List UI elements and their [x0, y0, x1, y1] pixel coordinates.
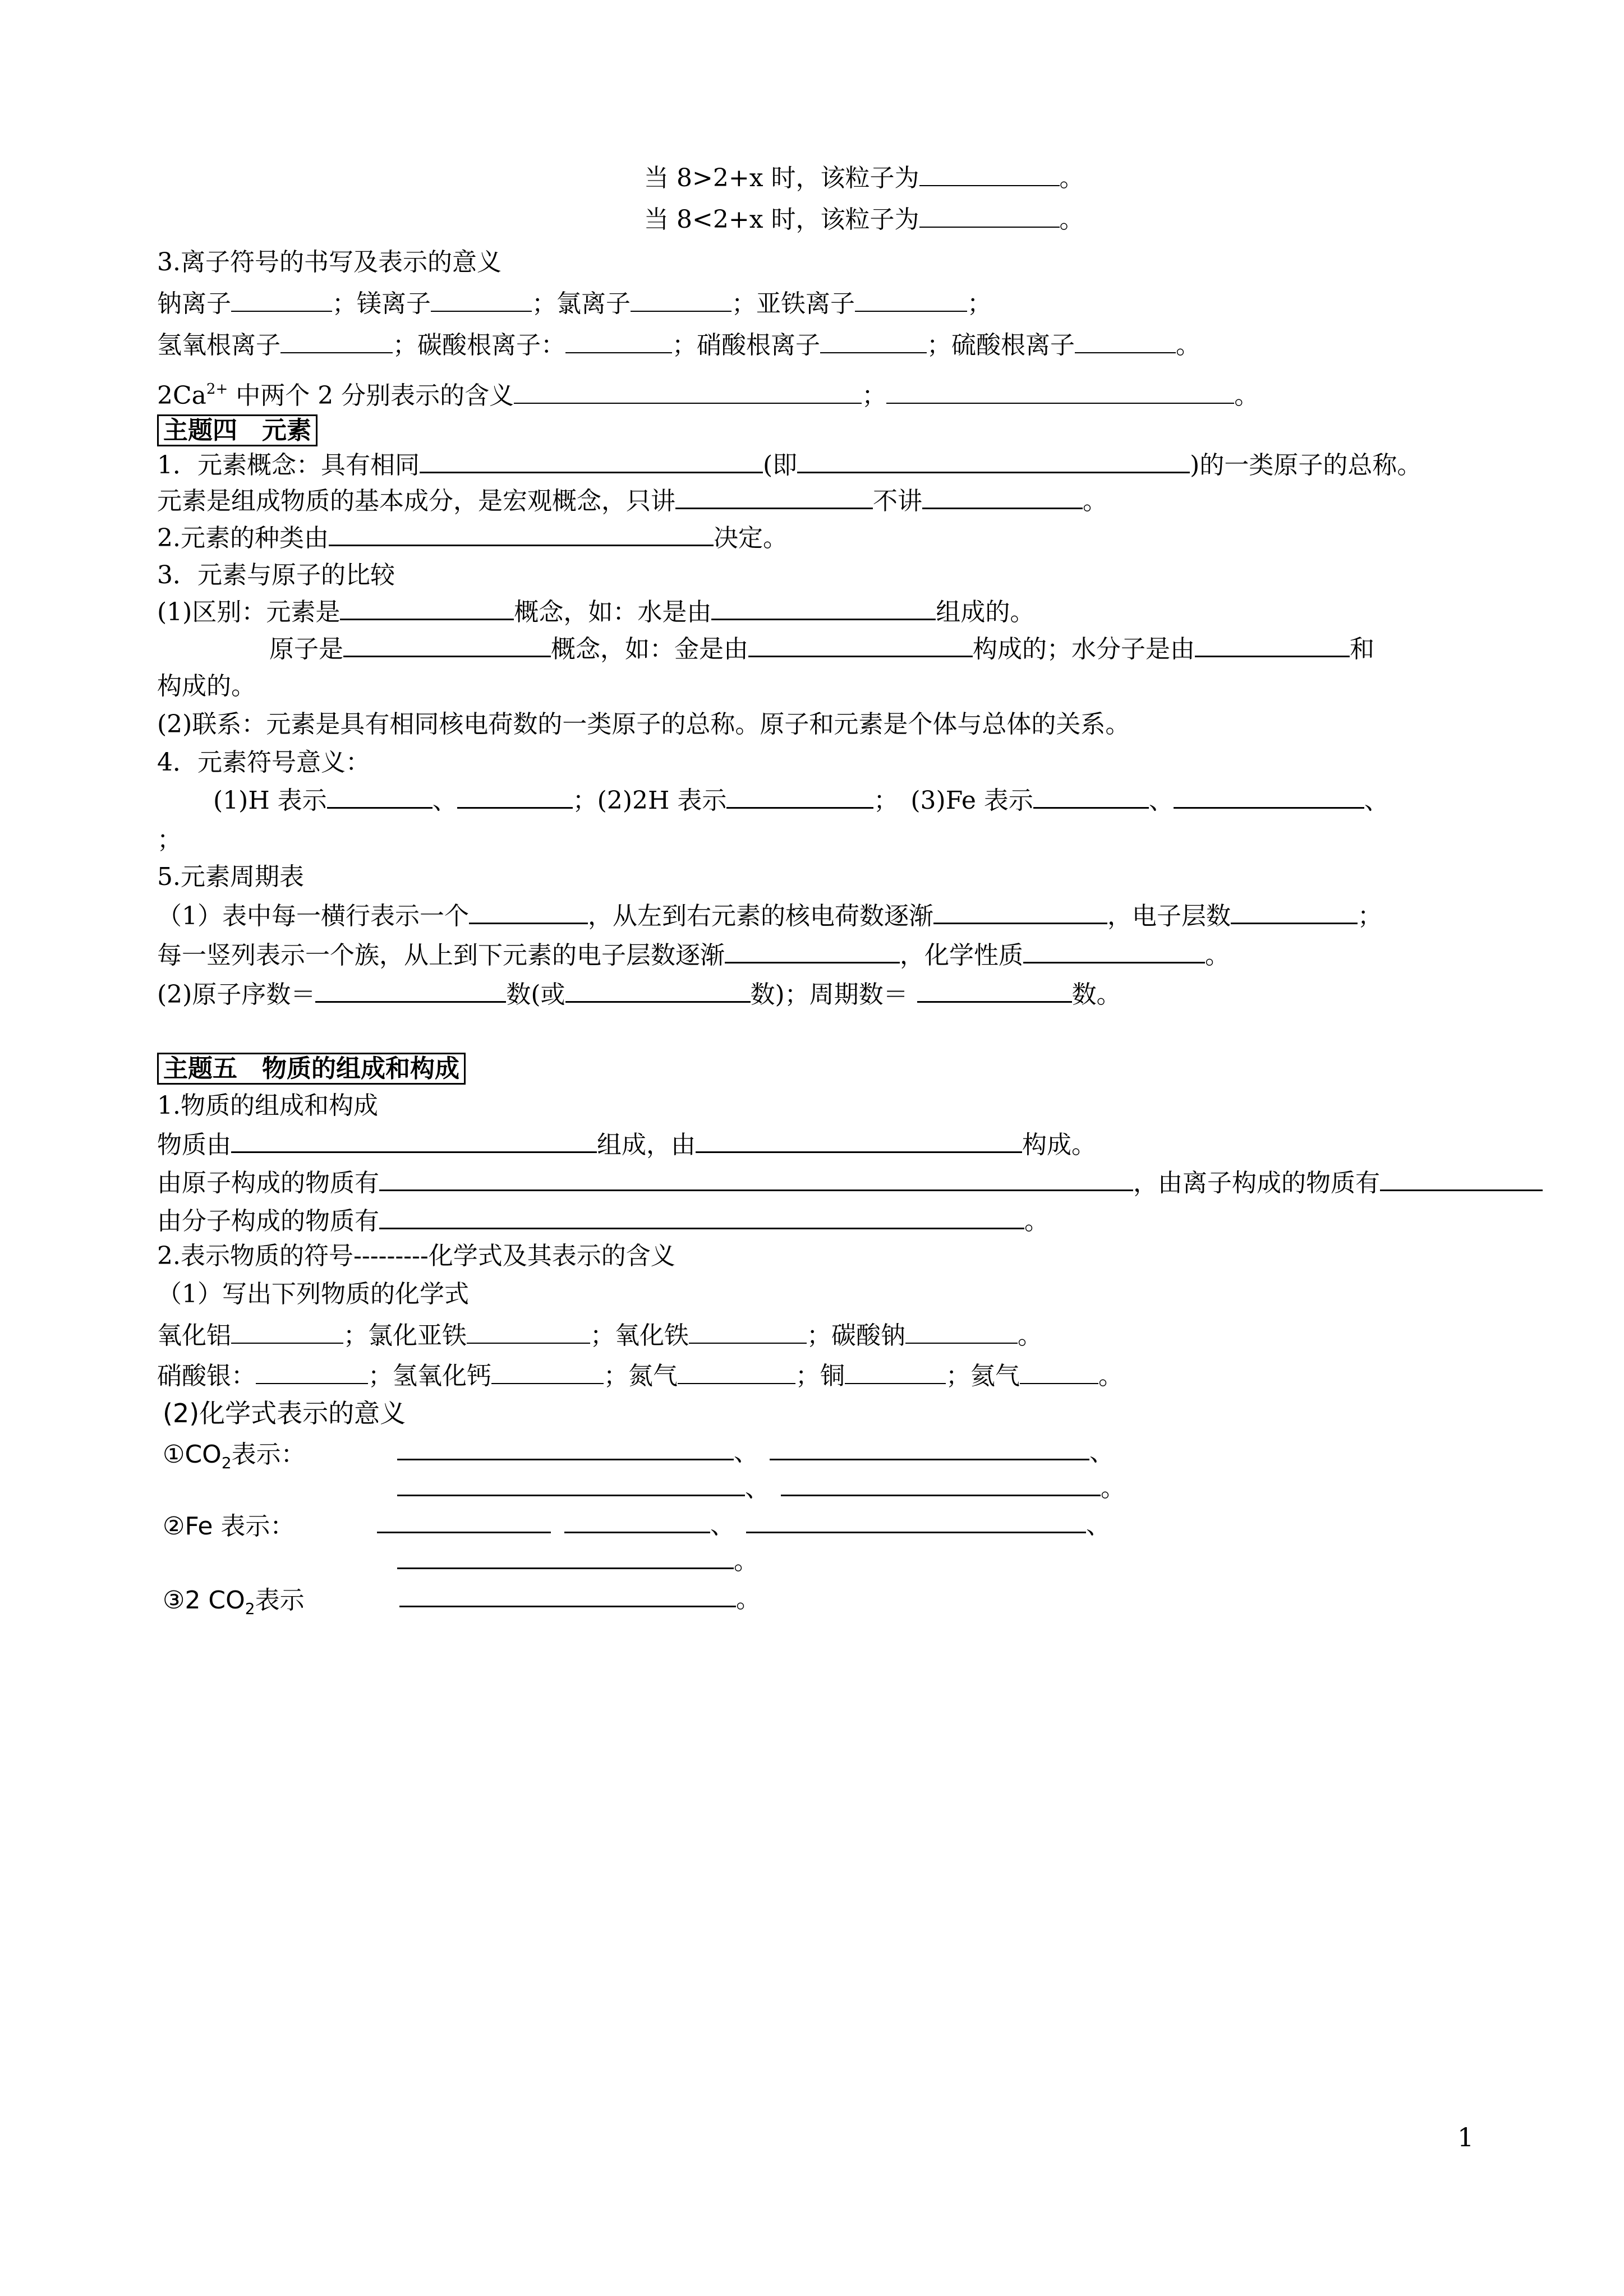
- answer-blank[interactable]: [231, 1129, 597, 1153]
- answer-blank[interactable]: [280, 330, 393, 353]
- answer-blank[interactable]: [379, 1205, 1024, 1229]
- ion-row-1: 钠离子 ；镁离子 ；氯离子 ；亚铁离子 ；: [157, 289, 992, 318]
- answer-blank[interactable]: [564, 1509, 710, 1533]
- answer-blank[interactable]: [797, 449, 1190, 473]
- meaning-q2-blanks-2: 。: [397, 1545, 758, 1578]
- meaning-q1-blanks-2: 、 。: [397, 1472, 1125, 1505]
- answer-blank[interactable]: [1174, 785, 1364, 809]
- answer-blank[interactable]: [1380, 1167, 1543, 1191]
- intro-line-2: 当 8<2+x 时，该粒子为 。: [644, 205, 1084, 234]
- answer-blank[interactable]: [1195, 633, 1350, 657]
- answer-blank[interactable]: [678, 1361, 795, 1384]
- topic4-line-12: 5.元素周期表: [157, 863, 304, 891]
- answer-blank[interactable]: [922, 485, 1083, 509]
- answer-blank[interactable]: [748, 633, 973, 657]
- answer-blank[interactable]: [781, 1472, 1101, 1496]
- answer-blank[interactable]: [886, 380, 1234, 404]
- answer-blank[interactable]: [1231, 900, 1358, 924]
- answer-blank[interactable]: [725, 939, 900, 963]
- topic4-line-2: 元素是组成物质的基本成分，是宏观概念，只讲 不讲 。: [157, 485, 1107, 518]
- formula-row-2: 硝酸银： ；氢氧化钙 ；氮气 ；铜 ；氦气 。: [157, 1362, 1123, 1390]
- topic4-line-11: ；: [157, 826, 182, 854]
- answer-blank[interactable]: [457, 785, 573, 809]
- answer-blank[interactable]: [514, 380, 862, 404]
- answer-blank[interactable]: [675, 485, 873, 509]
- topic5-line-2: 物质由 组成，由 构成。: [157, 1128, 1096, 1162]
- page-number: 1: [1457, 2122, 1474, 2152]
- answer-blank[interactable]: [1023, 939, 1205, 963]
- answer-blank[interactable]: [315, 979, 506, 1003]
- meaning-q1-blanks-1: 、 、: [397, 1436, 1114, 1469]
- answer-blank[interactable]: [431, 288, 532, 312]
- answer-blank[interactable]: [467, 1320, 590, 1344]
- answer-blank[interactable]: [397, 1436, 734, 1460]
- answer-blank[interactable]: [855, 288, 967, 312]
- topic4-title-line: [157, 414, 318, 448]
- answer-blank[interactable]: [340, 596, 514, 620]
- topic4-line-9: 4．元素符号意义：: [157, 748, 370, 777]
- ion-row-2: 氢氧根离子 ；碳酸根离子： ；硝酸根离子 ；硫酸根离子 。: [157, 331, 1200, 359]
- meaning-heading: (2)化学式表示的意义: [163, 1398, 406, 1428]
- answer-blank[interactable]: [397, 1472, 745, 1496]
- answer-blank[interactable]: [1075, 330, 1176, 353]
- answer-blank[interactable]: [329, 522, 714, 546]
- ion-heading: 3.离子符号的书写及表示的意义: [157, 248, 502, 276]
- topic4-line-10: (1)H 表示 、 ；(2)2H 表示 ； (3)Fe 表示 、 、: [213, 784, 1389, 818]
- topic4-line-6: 原子是 概念，如：金是由 构成的；水分子是由 和: [269, 633, 1374, 666]
- answer-blank[interactable]: [919, 204, 1060, 228]
- topic4-line-7: 构成的。: [157, 672, 256, 700]
- answer-blank[interactable]: [919, 163, 1060, 186]
- answer-blank[interactable]: [631, 288, 732, 312]
- answer-blank[interactable]: [1020, 1361, 1098, 1384]
- answer-blank[interactable]: [711, 596, 936, 620]
- answer-blank[interactable]: [905, 1320, 1018, 1344]
- topic5-line-4: 由分子构成的物质有 。: [157, 1205, 1049, 1238]
- answer-blank[interactable]: [469, 900, 588, 924]
- answer-blank[interactable]: [491, 1361, 604, 1384]
- topic4-line-5: (1)区别：元素是 概念，如：水是由 组成的。: [157, 596, 1034, 629]
- answer-blank[interactable]: [377, 1509, 551, 1533]
- answer-blank[interactable]: [689, 1320, 807, 1344]
- topic5-title: 主题五 物质的组成和构成: [157, 1053, 466, 1085]
- topic4-title: 主题四 元素: [157, 414, 318, 446]
- answer-blank[interactable]: [696, 1129, 1022, 1153]
- topic4-line-8: (2)联系：元素是具有相同核电荷数的一类原子的总称。原子和元素是个体与总体的关系。: [157, 710, 1130, 739]
- topic4-line-14: 每一竖列表示一个族，从上到下元素的电子层数逐渐 ，化学性质 。: [157, 939, 1230, 972]
- answer-blank[interactable]: [565, 330, 672, 353]
- answer-blank[interactable]: [933, 900, 1107, 924]
- topic5-line-3: 由原子构成的物质有 ，由离子构成的物质有: [157, 1167, 1543, 1200]
- answer-blank[interactable]: [770, 1436, 1089, 1460]
- meaning-q3-blanks: 。: [399, 1583, 761, 1616]
- answer-blank[interactable]: [917, 979, 1072, 1003]
- topic5-line-5: 2.表示物质的符号---------化学式及其表示的含义: [157, 1242, 675, 1270]
- answer-blank[interactable]: [397, 1545, 734, 1569]
- topic5-line-6: （1）写出下列物质的化学式: [157, 1280, 469, 1308]
- answer-blank[interactable]: [845, 1361, 946, 1384]
- topic4-line-1: 1．元素概念：具有相同 (即 )的一类原子的总称。: [157, 449, 1421, 482]
- answer-blank[interactable]: [256, 1361, 368, 1384]
- answer-blank[interactable]: [820, 330, 927, 353]
- answer-blank[interactable]: [565, 979, 751, 1003]
- topic4-line-3: 2.元素的种类由 决定。: [157, 522, 788, 555]
- answer-blank[interactable]: [231, 1320, 343, 1344]
- answer-blank[interactable]: [420, 449, 763, 473]
- ion-row-3: $2Ca^{2+}$ 中两个 2 分别表示的含义 ； 。: [157, 381, 1259, 410]
- answer-blank[interactable]: [1033, 785, 1149, 809]
- topic4-line-4: 3．元素与原子的比较: [157, 561, 395, 589]
- answer-blank[interactable]: [327, 785, 433, 809]
- topic4-line-13: （1）表中每一横行表示一个 ，从左到右元素的核电荷数逐渐 ，电子层数 ；: [157, 900, 1382, 933]
- topic5-line-1: 1.物质的组成和构成: [157, 1091, 378, 1120]
- answer-blank[interactable]: [746, 1509, 1086, 1533]
- answer-blank[interactable]: [399, 1583, 736, 1607]
- answer-blank[interactable]: [726, 785, 873, 809]
- meaning-q2-label: ②Fe 表示：: [163, 1512, 295, 1541]
- topic4-line-15: (2)原子序数＝ 数(或 数)；周期数＝ 数。: [157, 978, 1121, 1012]
- meaning-q3-label: ③2 $CO_2$表示: [163, 1586, 305, 1618]
- answer-blank[interactable]: [231, 288, 332, 312]
- answer-blank[interactable]: [379, 1167, 1133, 1191]
- formula-row-1: 氧化铝 ；氯化亚铁 ；氧化铁 ；碳酸钠 。: [157, 1321, 1042, 1350]
- answer-blank[interactable]: [343, 633, 551, 657]
- topic5-title-line: [157, 1052, 466, 1086]
- intro-line-1: 当 8>2+x 时，该粒子为 。: [644, 164, 1084, 192]
- meaning-q2-blanks-1: 、 、: [377, 1509, 1111, 1542]
- meaning-q1-label: $①CO_2$表示：: [163, 1440, 306, 1472]
